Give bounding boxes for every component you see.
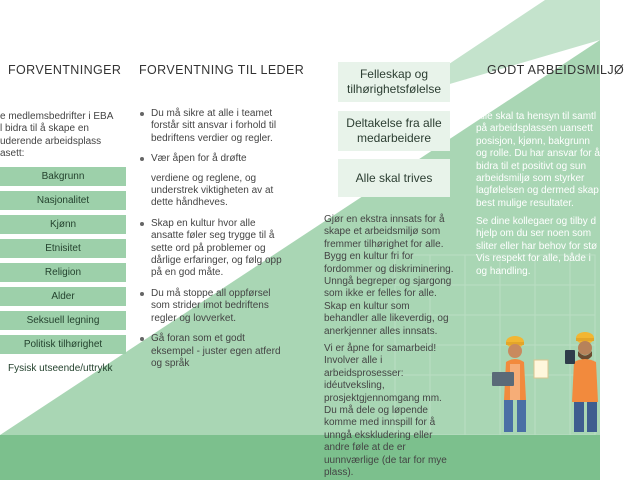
list-item xyxy=(139,108,285,145)
value-box-deltakelse: Deltakelse fra alle medarbeidere xyxy=(338,111,450,151)
list-item: Bakgrunn xyxy=(0,167,126,186)
bullet-subtext: verdiene og reglene, og understrek viktigheten av at dette håndheves. xyxy=(151,172,274,209)
list-item: Fysisk utseende/uttrykk xyxy=(8,363,113,374)
bullet-icon xyxy=(140,337,144,341)
col3-paragraph-2: Vi er åpne for samarbeid! Involver alle i arbeidsprosesser: idéutveksling, prosjektgjennomgang mm. Du må dele og løpende komme med innspill for å unngå ekskludering eller andre føle at de er uunnværlige (de tar for mye plass). xyxy=(324,343,447,479)
bullet-icon xyxy=(140,292,144,296)
worker-man-icon xyxy=(565,332,598,432)
bottom-strip xyxy=(0,435,600,480)
col3-paragraph-1: Gjør en ekstra innsats for å skape et arbeidsmiljø som fremmer tilhørighet for alle. Bygg en kultur fri for fordommer og diskriminering. Unngå begreper og sjargong som ikke er felles for alle. Skap en kultur som behandler alle likeverdig, og anerkjenner alles innsats. xyxy=(324,214,454,337)
col1-intro xyxy=(0,111,128,161)
list-item xyxy=(139,218,285,280)
col1-intro-line: asett: xyxy=(0,148,25,160)
list-item: Kjønn xyxy=(0,215,126,234)
value-box-fellesskap: Felleskap og tilhørighetsfølelse xyxy=(338,62,450,102)
col4-title: GODT ARBEIDSMILJØ xyxy=(487,63,624,77)
col2-bullets xyxy=(139,108,285,378)
bullet-text: Gå foran som et godt eksempel - juster egen atferd og språk xyxy=(151,333,281,369)
bullet-icon xyxy=(140,157,144,161)
col1-title: FORVENTNINGER xyxy=(8,63,122,77)
list-item xyxy=(139,288,285,325)
bullet-text: Du må stoppe all oppførsel som strider imot bedriftens regler og lovverket. xyxy=(151,287,271,324)
list-item: Religion xyxy=(0,263,126,282)
list-item: Politisk tilhørighet xyxy=(0,335,126,354)
bullet-icon xyxy=(140,222,144,226)
workers-illustration xyxy=(470,320,600,435)
col2-title: FORVENTNING TIL LEDER xyxy=(139,63,305,77)
col1-intro-line: l bidra til å skape en xyxy=(0,123,89,135)
list-item: Alder xyxy=(0,287,126,306)
col4-paragraph-1: Alle skal ta hensyn til samtl på arbeidsplassen uansett posisjon, kjønn, bakgrunn og rolle. Du har ansvar for å bidra til et positivt og sun arbeidsmiljø som styrker lagfølelsen og dermed skap best mulige resultater. xyxy=(476,111,600,209)
list-item: Seksuell legning xyxy=(0,311,126,330)
list-item: Nasjonalitet xyxy=(0,191,126,210)
col1-list xyxy=(0,167,126,383)
list-item xyxy=(139,333,285,370)
col1-intro-line: e medlemsbedrifter i EBA xyxy=(0,111,114,122)
bullet-icon xyxy=(140,112,144,116)
list-item: Etnisitet xyxy=(0,239,126,258)
col4-paragraph-2: Se dine kollegaer og tilby d hjelp om du ser noen som sliter eller har behov for stø Vis respekt for alle, både i og handling. xyxy=(476,216,598,277)
value-box-trives: Alle skal trives xyxy=(338,159,450,197)
worker-woman-icon xyxy=(492,336,526,432)
col1-intro-line: uderende arbeidsplass xyxy=(0,135,102,147)
bullet-text: Du må sikre at alle i teamet forstår sitt ansvar i forhold til bedriftens verdier og regler. xyxy=(151,108,277,144)
document-icon xyxy=(534,360,548,378)
bullet-text: Skap en kultur hvor alle ansatte føler seg trygge til å sette ord på problemer og dårlige erfaringer, og følg opp på en god måte. xyxy=(151,217,282,279)
list-item xyxy=(139,153,285,210)
bullet-text: Vær åpen for å drøfte xyxy=(151,153,247,165)
